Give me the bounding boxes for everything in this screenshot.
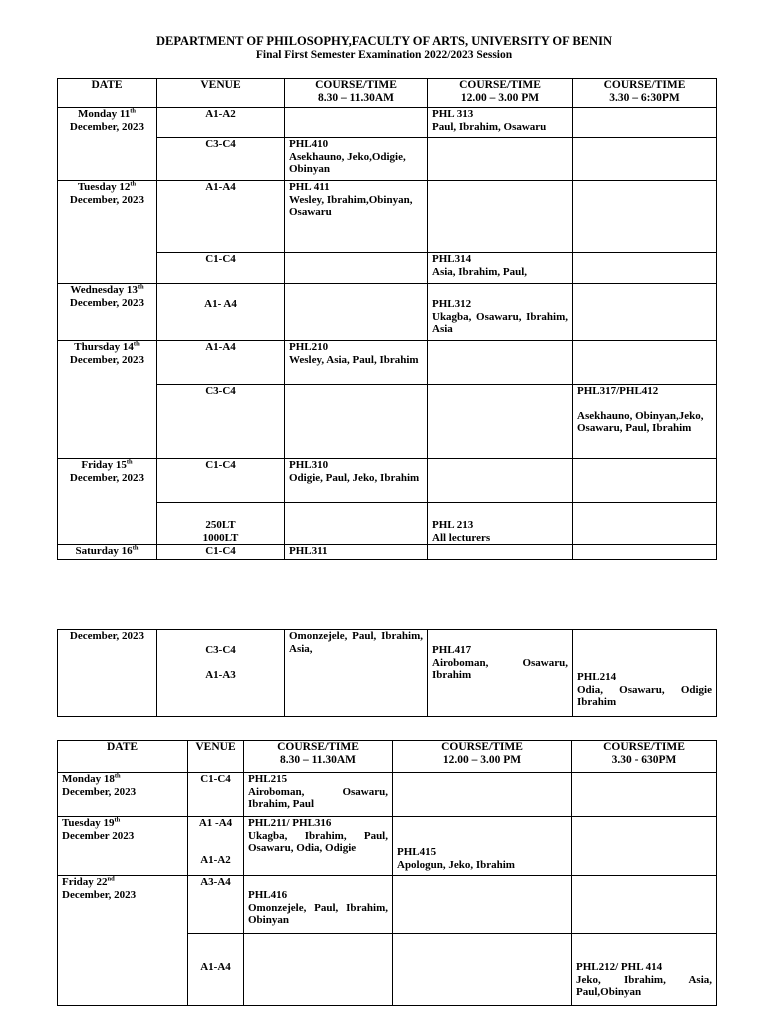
table-header-row xyxy=(58,79,717,108)
date-cell: Friday 15th December, 2023 xyxy=(58,459,157,545)
course-cell xyxy=(285,253,428,284)
course-cell: PHL317/PHL412 Asekhauno, Obinyan,Jeko, Osawaru, Paul, Ibrahim xyxy=(573,385,717,459)
course-cell xyxy=(285,284,428,341)
venue-cell: C1-C4 xyxy=(157,545,285,560)
course-cell: PHL215 Airoboman, Osawaru, Ibrahim, Paul xyxy=(244,773,393,817)
venue-cell: C1-C4 xyxy=(157,253,285,284)
date-cell: Monday 11th December, 2023 xyxy=(58,108,157,181)
venue-cell: A1-A4 xyxy=(188,934,244,1006)
course-cell xyxy=(428,341,573,385)
course-cell: PHL214 Odia, Osawaru, Odigie Ibrahim xyxy=(573,630,717,717)
course-cell: PHL417 Airoboman, Osawaru, Ibrahim xyxy=(428,630,573,717)
header-date: DATE xyxy=(58,79,157,108)
course-cell xyxy=(393,773,572,817)
course-cell xyxy=(572,773,717,817)
date-cell: Saturday 16th xyxy=(58,545,157,560)
venue-cell: A1-A4 xyxy=(157,181,285,253)
venue-cell: C1-C4 xyxy=(157,459,285,503)
course-cell: PHL415 Apologun, Jeko, Ibrahim xyxy=(393,817,572,876)
table-row xyxy=(58,545,717,560)
course-cell xyxy=(393,934,572,1006)
course-cell xyxy=(285,385,428,459)
exam-timetable-continuation xyxy=(57,629,717,717)
date-cell: Monday 18th December, 2023 xyxy=(58,773,188,817)
venue-cell: A1- A4 xyxy=(157,284,285,341)
table-row xyxy=(58,284,717,341)
date-cell: December, 2023 xyxy=(58,630,157,717)
header-date: DATE xyxy=(58,741,188,773)
course-cell xyxy=(572,876,717,934)
table-row xyxy=(58,817,717,876)
header-course-time-1: COURSE/TIME 8.30 – 11.30AM xyxy=(244,741,393,773)
course-cell: PHL410 Asekhauno, Jeko,Odigie, Obinyan xyxy=(285,138,428,181)
table-row xyxy=(58,341,717,385)
course-cell xyxy=(428,138,573,181)
venue-cell: 250LT 1000LT xyxy=(157,503,285,545)
course-cell: PHL416 Omonzejele, Paul, Ibrahim, Obinyan xyxy=(244,876,393,934)
course-cell xyxy=(393,876,572,934)
header-course-time-2: COURSE/TIME 12.00 – 3.00 PM xyxy=(428,79,573,108)
course-cell: PHL314 Asia, Ibrahim, Paul, xyxy=(428,253,573,284)
document-subtitle: Final First Semester Examination 2022/2023 Session xyxy=(255,49,513,61)
course-cell xyxy=(573,284,717,341)
course-cell xyxy=(573,545,717,560)
exam-timetable-week2 xyxy=(57,740,717,1006)
header-course-time-2: COURSE/TIME 12.00 – 3.00 PM xyxy=(393,741,572,773)
course-cell xyxy=(428,545,573,560)
header-venue: VENUE xyxy=(157,79,285,108)
table-row xyxy=(58,773,717,817)
exam-timetable-week1 xyxy=(57,78,717,560)
course-cell xyxy=(244,934,393,1006)
course-cell: PHL 411 Wesley, Ibrahim,Obinyan, Osawaru xyxy=(285,181,428,253)
table-header-row xyxy=(58,741,717,773)
venue-cell: C3-C4 xyxy=(157,138,285,181)
table-row xyxy=(58,385,717,459)
venue-cell: C1-C4 xyxy=(188,773,244,817)
venue-cell: A1-A4 xyxy=(157,341,285,385)
course-cell xyxy=(573,459,717,503)
date-cell: Thursday 14th December, 2023 xyxy=(58,341,157,459)
date-cell: Tuesday 19th December 2023 xyxy=(58,817,188,876)
table-row xyxy=(58,876,717,934)
header-course-time-3: COURSE/TIME 3.30 - 630PM xyxy=(572,741,717,773)
venue-cell: A3-A4 xyxy=(188,876,244,934)
course-cell xyxy=(573,181,717,253)
course-cell xyxy=(573,503,717,545)
course-cell xyxy=(573,253,717,284)
course-cell: PHL 313 Paul, Ibrahim, Osawaru xyxy=(428,108,573,138)
table-row xyxy=(58,108,717,138)
course-cell: Omonzejele, Paul, Ibrahim, Asia, xyxy=(285,630,428,717)
table-row xyxy=(58,630,717,717)
venue-cell: C3-C4 xyxy=(157,385,285,459)
header-course-time-3: COURSE/TIME 3.30 – 6:30PM xyxy=(573,79,717,108)
course-cell: PHL210 Wesley, Asia, Paul, Ibrahim xyxy=(285,341,428,385)
course-cell: PHL310 Odigie, Paul, Jeko, Ibrahim xyxy=(285,459,428,503)
course-cell: PHL311 xyxy=(285,545,428,560)
date-cell: Tuesday 12th December, 2023 xyxy=(58,181,157,284)
course-cell: PHL211/ PHL316 Ukagba, Ibrahim, Paul, Osawaru, Odia, Odigie xyxy=(244,817,393,876)
venue-cell: A1-A2 xyxy=(157,108,285,138)
header-course-time-1: COURSE/TIME 8.30 – 11.30AM xyxy=(285,79,428,108)
table-row xyxy=(58,459,717,503)
course-cell xyxy=(285,503,428,545)
table-row xyxy=(58,181,717,253)
table-row xyxy=(58,503,717,545)
table-row xyxy=(58,253,717,284)
course-cell: PHL 213 All lecturers xyxy=(428,503,573,545)
table-row xyxy=(58,138,717,181)
date-cell: Friday 22nd December, 2023 xyxy=(58,876,188,1006)
venue-cell: C3-C4 A1-A3 xyxy=(157,630,285,717)
document-title: DEPARTMENT OF PHILOSOPHY,FACULTY OF ARTS, UNIVERSITY OF BENIN xyxy=(155,34,613,48)
date-cell: Wednesday 13th December, 2023 xyxy=(58,284,157,341)
course-cell xyxy=(428,459,573,503)
course-cell: PHL312 Ukagba, Osawaru, Ibrahim, Asia xyxy=(428,284,573,341)
course-cell xyxy=(572,817,717,876)
course-cell xyxy=(573,341,717,385)
course-cell xyxy=(285,108,428,138)
course-cell xyxy=(573,108,717,138)
header-venue: VENUE xyxy=(188,741,244,773)
course-cell xyxy=(573,138,717,181)
course-cell: PHL212/ PHL 414 Jeko, Ibrahim, Asia, Paul,Obinyan xyxy=(572,934,717,1006)
course-cell xyxy=(428,181,573,253)
venue-cell: A1 -A4 A1-A2 xyxy=(188,817,244,876)
course-cell xyxy=(428,385,573,459)
